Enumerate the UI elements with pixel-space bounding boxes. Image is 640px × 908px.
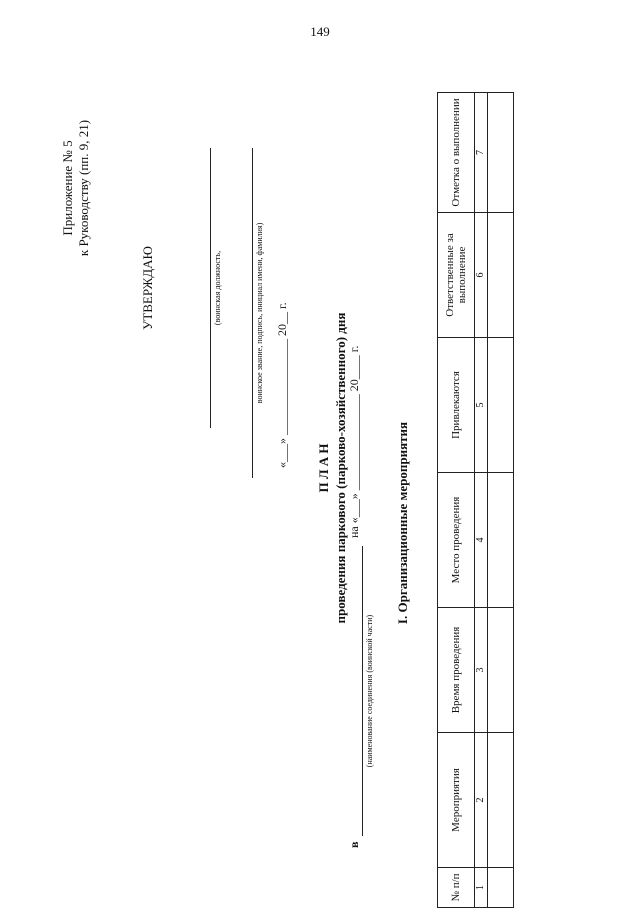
table-row (488, 93, 514, 908)
header-cell: Время проведения (438, 608, 475, 733)
signature-line (252, 148, 253, 478)
table-number-row (475, 93, 488, 908)
appendix-block (60, 118, 92, 258)
table-cell (488, 733, 514, 868)
plan-date-line: на «___» ________________ 20____ г. (347, 345, 361, 538)
table-cell (488, 93, 514, 213)
table-cell (488, 213, 514, 338)
column-number: 4 (475, 473, 488, 608)
column-number: 2 (475, 733, 488, 868)
signature-caption: воинское звание, подпись, инициал имени, фамилия) (255, 222, 264, 404)
approval-title: УТВЕРЖДАЮ (140, 246, 155, 330)
appendix-line-2: к Руководству (пп. 9, 21) (76, 119, 91, 257)
header-cell: Место проведения (438, 473, 475, 608)
position-caption: (воинская должность, (213, 250, 222, 326)
header-cell: Привлекаются (438, 338, 475, 473)
column-number: 7 (475, 93, 488, 213)
header-cell: Ответственные за выполнение (438, 213, 475, 338)
plan-table (437, 92, 514, 908)
plan-title: П Л А Н (316, 443, 331, 493)
appendix-line-1: Приложение № 5 (60, 140, 75, 236)
table-cell (488, 338, 514, 473)
table-cell (488, 608, 514, 733)
section-title: I. Организационные мероприятия (395, 421, 410, 625)
column-number: 6 (475, 213, 488, 338)
table-cell (488, 868, 514, 908)
column-number: 5 (475, 338, 488, 473)
position-line (210, 148, 211, 428)
table-header-row (438, 93, 475, 908)
header-cell: Отметка о выполнении (438, 93, 475, 213)
header-cell: Мероприятия (438, 733, 475, 868)
plan-title-block (315, 208, 349, 728)
table-cell (488, 473, 514, 608)
approval-date-line: «___» ________________ 20__ г. (275, 302, 289, 468)
rotated-document-sheet (40, 38, 600, 908)
plan-in-prefix: в (347, 841, 361, 848)
plan-subtitle: проведения паркового (парково-хозяйственного) дня (333, 312, 348, 624)
unit-line (362, 546, 363, 836)
column-number: 3 (475, 608, 488, 733)
unit-caption: (наименование соединения (воинской части) (365, 614, 374, 768)
header-cell: № п/п (438, 868, 475, 908)
page-number: 149 (310, 24, 330, 39)
column-number: 1 (475, 868, 488, 908)
